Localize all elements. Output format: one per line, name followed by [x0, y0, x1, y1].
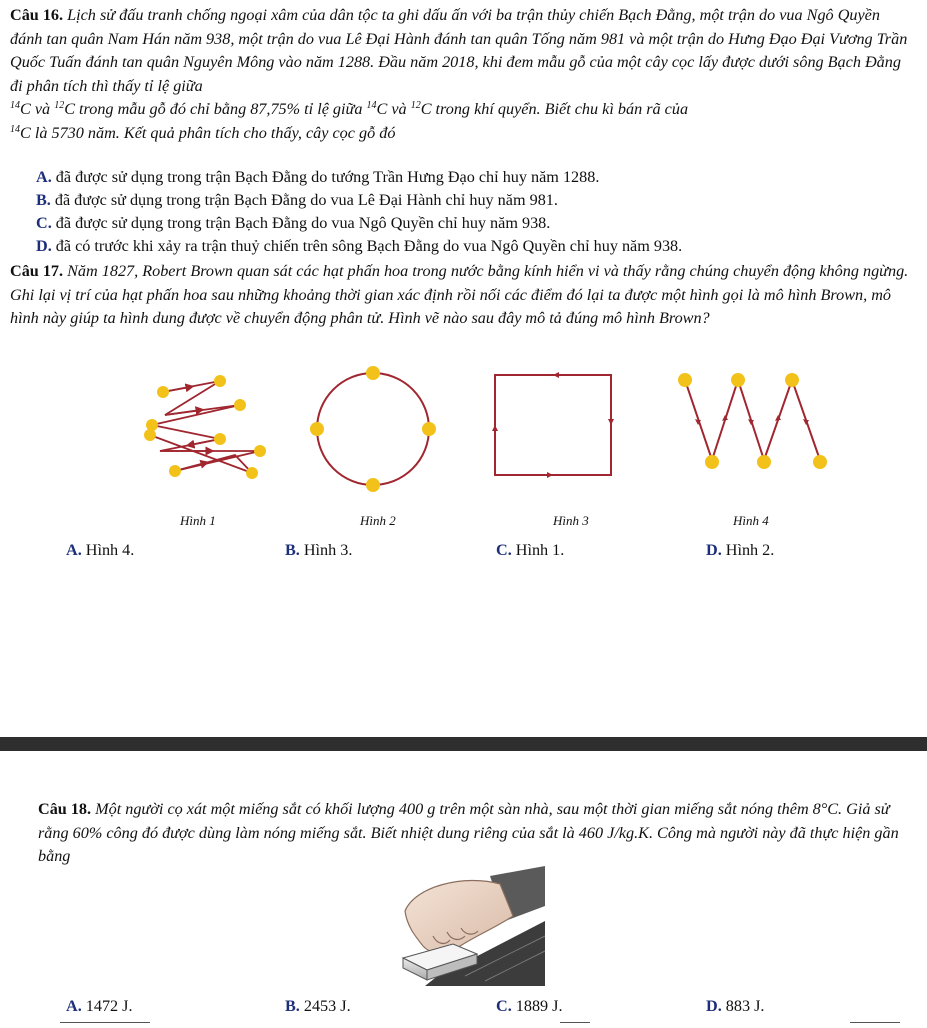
- question-label: Câu 18.: [38, 800, 92, 818]
- q16-option-d[interactable]: D. đã có trước khi xảy ra trận thuỷ chiến trên sông Bạch Đằng do vua Ngô Quyền chỉ huy năm 938.: [36, 237, 683, 255]
- q16-option-c[interactable]: C. đã được sử dụng trong trận Bạch Đằng do vua Ngô Quyền chỉ huy năm 938.: [36, 214, 551, 232]
- figure-2-caption: Hình 2: [360, 513, 396, 528]
- q17-option-a[interactable]: A. Hình 4.: [66, 541, 135, 559]
- q18-option-c[interactable]: C. 1889 J.: [496, 997, 563, 1015]
- figure-1-caption: Hình 1: [180, 513, 216, 528]
- q16-option-a[interactable]: A. đã được sử dụng trong trận Bạch Đằng do tướng Trần Hưng Đạo chỉ huy năm 1288.: [36, 168, 600, 186]
- question-17: [10, 260, 913, 331]
- question-stem: Năm 1827, Robert Brown quan sát các hạt phấn hoa trong nước bằng kính hiển vi và thấy rằng chúng chuyển động không ngừng. Ghi lại vị trí của hạt phấn hoa sau những khoảng thời gian xác định rồi nối các điểm đó lại ta được một hình gọi là mô hình Brown, mô hình này giúp ta hình dung được về chuyển động phân tử. Hình vẽ nào sau đây mô tả đúng mô hình Brown?: [10, 262, 909, 328]
- hand-rubbing-iron-illustration: [395, 866, 545, 986]
- figure-4-caption: Hình 4: [733, 513, 769, 528]
- question-stem: Lịch sử đấu tranh chống ngoại xâm của dân tộc ta ghi dấu ấn với ba trận thủy chiến Bạch Đằng, một trận do vua Ngô Quyền đánh tan quân Nam Hán năm 938, một trận do vua Lê Đại Hành đánh tan quân Tống năm 981 và một trận do Hưng Đạo Đại Vương Trần Quốc Tuấn đánh tan quân Nguyên Mông vào năm 1288. Đầu năm 2018, khi đem mẫu gỗ của một cây cọc lấy được dưới sông Bạch Đằng đi phân tích thì thấy tỉ lệ giữa: [10, 6, 908, 95]
- q17-option-c[interactable]: C. Hình 1.: [496, 541, 565, 559]
- footer-rule: [60, 1022, 150, 1023]
- figure-4-zigzag: [670, 365, 830, 485]
- footer-rule: [560, 1022, 590, 1023]
- page-divider: [0, 737, 927, 751]
- question-label: Câu 16.: [10, 6, 64, 24]
- q18-option-d[interactable]: D. 883 J.: [706, 997, 765, 1015]
- figure-3-square: [485, 365, 625, 485]
- figure-2-circle: [305, 365, 445, 495]
- figure-1-random-walk: [130, 365, 280, 515]
- question-18: [38, 798, 913, 869]
- q18-option-a[interactable]: A. 1472 J.: [66, 997, 133, 1015]
- half-life-line: $^{14}$C là 5730 năm. Kết quả phân tích cho thấy, cây cọc gỗ đó: [10, 123, 396, 142]
- question-stem: Một người cọ xát một miếng sắt có khối lượng 400 g trên một sàn nhà, sau một thời gian miếng sắt nóng thêm 8°C. Giả sử rằng 60% công đó được dùng làm nóng miếng sắt. Biết nhiệt dung riêng của sắt là 460 J/kg.K. Công mà người này đã thực hiện gần bằng: [38, 800, 899, 866]
- question-label: Câu 17.: [10, 262, 64, 280]
- q16-option-b[interactable]: B. đã được sử dụng trong trận Bạch Đằng do vua Lê Đại Hành chỉ huy năm 981.: [36, 191, 558, 209]
- q17-option-b[interactable]: B. Hình 3.: [285, 541, 353, 559]
- figure-3-caption: Hình 3: [553, 513, 589, 528]
- isotope-ratio-line: $^{14}$C và $^{12}$C trong mẫu gỗ đó chỉ bằng 87,75% tỉ lệ giữa $^{14}$C và $^{12}$C trong khí quyển. Biết chu kì bán rã của: [10, 100, 689, 119]
- q17-option-d[interactable]: D. Hình 2.: [706, 541, 775, 559]
- question-16: [10, 4, 913, 146]
- footer-rule: [850, 1022, 900, 1023]
- q18-option-b[interactable]: B. 2453 J.: [285, 997, 351, 1015]
